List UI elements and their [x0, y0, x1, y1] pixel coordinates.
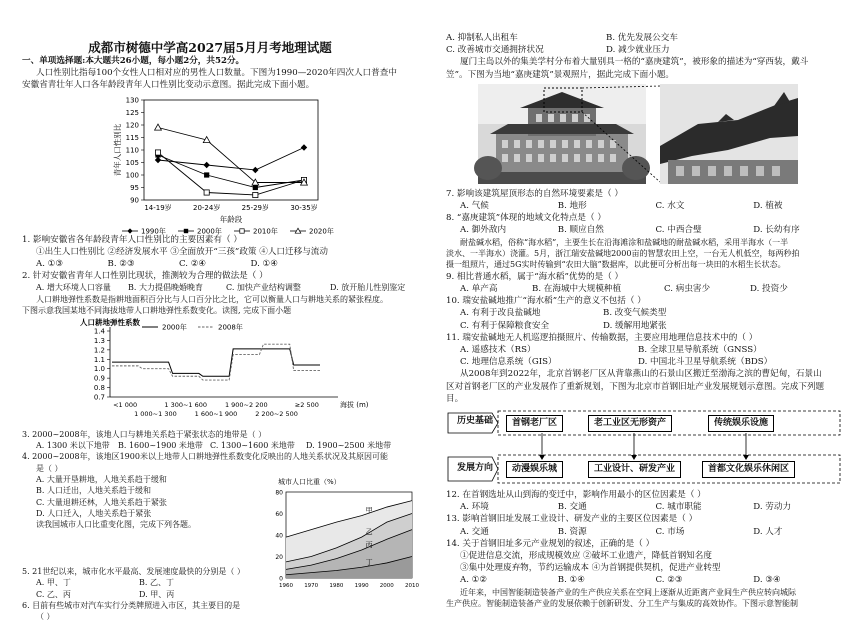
question-stem: 6. 目前有些城市对汽车实行分类牌照进入市区，其主要目的是: [22, 601, 241, 611]
question-stem: 11. 瑞安盐碱地无人机巡逻拍摄照片、传输数据，主要应用地理信息技术中的（ ）: [446, 332, 758, 343]
option[interactable]: B. 顺应自然: [557, 225, 604, 236]
data-point: [155, 156, 161, 162]
question-options: [22, 440, 432, 451]
option[interactable]: C. 市场: [655, 526, 685, 537]
intro-text: 人口耕地弹性系数是指耕地面积百分比与人口百分比之比，它可以衡量人口与耕地关系的紧张程度。: [36, 294, 388, 304]
question-stem-cont: 是（ ）: [36, 463, 63, 473]
legend-label: 2020年: [309, 227, 334, 236]
x-tick-label: 1 600~1 900: [194, 409, 238, 418]
y-tick-label: 105: [125, 158, 139, 167]
option[interactable]: C. 病虫害少: [664, 283, 711, 294]
y-tick-label: 1.1: [93, 355, 105, 364]
intro-text: 淡水、一半海水）浇灌。5月，浙江瑞安盐碱地2000亩的智慧农田上空，一台无人机低空，每两秒拍: [446, 248, 800, 258]
option[interactable]: A. 有利于改良盐碱地: [460, 308, 541, 319]
x-tick-label: 2 200~2 500: [255, 409, 298, 418]
y-tick-label: 125: [125, 108, 139, 117]
question-options: [22, 589, 242, 600]
option[interactable]: B. 交通: [557, 502, 587, 513]
data-point: [204, 172, 209, 177]
option[interactable]: C. 地理信息系统（GIS）: [460, 357, 557, 368]
question-stem: 4. 2000~2008年，该地区1900米以上地带人口耕地弹性系数变化反映出的人地关系状况及其原因可能: [22, 452, 388, 462]
option[interactable]: B. 资源: [557, 526, 587, 537]
building-illustration: [478, 84, 798, 184]
box-old-factory: 首钢老厂区: [506, 415, 563, 432]
y-tick-label: 60: [275, 510, 283, 518]
y-tick-label: 115: [125, 133, 139, 142]
option[interactable]: D. ③④: [753, 575, 781, 586]
option[interactable]: A. ①②: [460, 575, 488, 586]
x-tick-label: 1980: [329, 582, 344, 589]
chart-title: 人口耕地弹性系数: [80, 317, 140, 327]
series-label: 丁: [365, 558, 373, 567]
intro-text: 目。: [446, 393, 464, 404]
label-history: 历史基础: [457, 415, 494, 426]
box-entertainment-facilities: 传统娱乐设施: [708, 415, 774, 432]
x-tick-label: 1 000~1 300: [134, 409, 177, 418]
plot-frame: [144, 100, 318, 200]
legend-marker: [240, 228, 244, 232]
question-options: [446, 574, 851, 586]
y-tick-label: 1.0: [93, 364, 105, 373]
question-options: [446, 32, 766, 44]
y-tick-label: 40: [275, 532, 283, 540]
question-options: [446, 44, 766, 56]
option[interactable]: A. 环境: [460, 502, 489, 513]
left-column: [22, 55, 432, 623]
y-tick-label: 0.8: [93, 383, 105, 392]
option[interactable]: C. 加快产业结构调整: [226, 283, 301, 293]
option[interactable]: A. 遥感技术（RS）: [460, 344, 536, 355]
series-label: 甲: [365, 506, 373, 515]
intro-text: 笠”。下图为当地“嘉庚建筑”景观照片，据此完成下面小题。: [446, 69, 675, 80]
x-tick-label: <1 000: [113, 400, 138, 409]
series-label: 丙: [365, 540, 373, 549]
option[interactable]: A. 御外敌内: [460, 225, 507, 236]
intro-text: 从2008年到2022年，北京首钢老厂区从背靠燕山的石景山区搬迁至渤海之滨的曹妃甸，石景山: [460, 369, 822, 380]
question-stem: 5. 21世纪以来，城市化水平最高、发展速度最快的分别是（ ）: [22, 566, 245, 576]
option[interactable]: C. ②③: [655, 575, 683, 586]
legend-label: 2008年: [218, 323, 243, 331]
option[interactable]: A. 单产高: [460, 283, 498, 294]
y-tick-label: 90: [130, 196, 139, 205]
y-tick-label: 95: [130, 183, 139, 192]
series-line-2020年: [158, 127, 304, 182]
y-tick-label: 80: [275, 489, 283, 497]
section-heading: 一、单项选择题:本大题共26小题，每小题2分，共52分。: [22, 56, 245, 66]
y-tick-label: 110: [125, 146, 139, 155]
option[interactable]: C. 水文: [655, 201, 685, 212]
intro-text: 厦门主岛以外的集美学村分布着大量别具一格的“嘉庚建筑”，被形象的描述为“穿西装，戴斗: [460, 57, 809, 68]
option[interactable]: A. ①③: [36, 259, 64, 270]
y-tick-label: 0.7: [93, 393, 105, 401]
series-line-2000年: [112, 348, 320, 375]
option[interactable]: D. 甲、丙: [139, 589, 175, 599]
question-options: [446, 224, 851, 236]
option[interactable]: A. 1300 米以下地带: [36, 440, 110, 450]
option[interactable]: D. 长幼有序: [753, 225, 800, 236]
x-axis-label: 年龄段: [219, 214, 243, 224]
x-tick-label: 1 300~1 600: [164, 400, 208, 409]
question-stem: 7. 影响该建筑屋顶形态的自然环境要素是（ ）: [446, 188, 623, 199]
option[interactable]: B. 优先发展公交车: [606, 33, 678, 43]
x-tick-label: 30-35岁: [290, 203, 318, 212]
legend-marker: [184, 228, 188, 232]
legend-label: 2010年: [253, 227, 278, 236]
option[interactable]: D. 1900~2500 米地带: [306, 440, 392, 450]
option[interactable]: B. 1600~1900 米地带: [118, 440, 203, 450]
sex-ratio-chart: [22, 92, 432, 234]
elasticity-chart: [22, 317, 432, 429]
x-tick-label: 14-19岁: [144, 203, 172, 212]
option[interactable]: B. ①④: [557, 575, 585, 586]
option[interactable]: C. 城市职能: [655, 502, 702, 513]
question-options: [22, 258, 322, 270]
question-stem: 13. 影响首钢旧址发展工业设计、研发产业的主要区位因素是（ ）: [446, 514, 698, 525]
box-leisure-zone: 首都文化娱乐休闲区: [702, 461, 795, 478]
y-tick-label: 100: [125, 171, 139, 180]
option[interactable]: D. 植被: [753, 201, 783, 212]
question-stem: 1. 影响安徽省各年龄段青年人口性别比的主要因素有（ ）: [22, 234, 242, 245]
x-tick-label: 1970: [304, 582, 319, 589]
box-anime-city: 动漫娱乐城: [506, 461, 563, 478]
question-stem: 14. 关于首钢旧址多元产业规划的叙述，正确的是（ ）: [446, 538, 655, 549]
option[interactable]: D. 投资少: [750, 283, 788, 294]
question-stem: 9. 相比普通水稻，属于“海水稻”优势的是（ ）: [446, 271, 624, 282]
y-tick-label: 120: [125, 121, 139, 130]
y-tick-label: 1.4: [93, 327, 105, 335]
x-tick-label: 1960: [279, 582, 293, 589]
option[interactable]: D. ①④: [250, 259, 278, 270]
series-line-1990年: [158, 147, 304, 170]
label-direction: 发展方向: [457, 462, 494, 473]
option[interactable]: B. 人口迁出，人地关系趋于缓和: [36, 486, 151, 496]
option[interactable]: A. 抑制私人出租车: [446, 33, 518, 43]
option[interactable]: B. 乙、丁: [139, 578, 174, 588]
option[interactable]: A. 甲、丁: [36, 578, 71, 588]
option[interactable]: A. 增大环境人口容量: [36, 283, 111, 293]
data-point: [155, 150, 160, 155]
option[interactable]: D. 人口迁入，人地关系趋于紧张: [36, 509, 152, 519]
question-items: ①出生人口性别比 ②经济发展水平 ③全面放开“三孩”政策 ④人口迁移与流动: [36, 246, 328, 257]
option[interactable]: A. 交通: [460, 526, 489, 537]
y-tick-label: 1.3: [93, 336, 105, 345]
question-options: [446, 200, 851, 212]
option[interactable]: C. 1300~1600 米地带: [210, 440, 295, 450]
urban-population-chart: [270, 474, 420, 594]
data-point: [252, 166, 258, 172]
question-stem: 12. 在首钢选址从山到海的变迁中，影响作用最小的区位因素是（ ）: [446, 489, 706, 500]
legend-label: 1990年: [141, 227, 166, 236]
intro-text: 生产供应。智能制造装备产业的发展依赖于创新研发、分工生产与集成的高效协作。下图示意智能制: [446, 598, 798, 608]
intro-text: 下图示意我国某地不同海拔地带人口耕地弹性系数变化。读图, 完成下面小题: [22, 306, 292, 316]
x-tick-label: 25-29岁: [241, 203, 270, 212]
option[interactable]: C. 乙、丙: [36, 589, 71, 599]
legend-label: 2000年: [162, 323, 187, 331]
y-tick-label: 130: [125, 96, 139, 105]
shougang-plan-diagram: [446, 409, 851, 485]
option[interactable]: B. 地形: [557, 201, 587, 212]
right-column: [446, 32, 851, 609]
legend-label: 2000年: [197, 227, 222, 236]
intro-text: 安徽省青壮年人口各年龄段青年人口性别比变动示意图。据此完成下面小题。: [22, 80, 315, 91]
x-tick-label: 2010: [405, 582, 419, 589]
intro-text: 近年来，中国智能制造装备产业的生产供应关系在空间上逐渐从近距离产业间生产供应转向城际: [460, 587, 796, 597]
option[interactable]: B. 改变气候类型: [603, 308, 667, 319]
option[interactable]: D. 劳动力: [753, 502, 792, 513]
x-tick-label: 1990: [354, 582, 369, 589]
option[interactable]: D. 缓解用地紧张: [603, 320, 667, 331]
x-tick-label: 2000: [379, 582, 394, 589]
option[interactable]: C. ②④: [179, 259, 207, 270]
y-tick-label: 0: [279, 575, 283, 583]
data-point: [253, 185, 258, 190]
question-stem: 2. 针对安徽省青年人口性别比现状，推测较为合理的做法是（ ）: [22, 271, 268, 282]
option[interactable]: B. 全球卫星导航系统（GNSS）: [638, 344, 762, 355]
question-options: [22, 577, 242, 588]
intro-text: 区对首钢老厂区的产业发展作了重新规划，下图为北京市首钢旧址产业发展规划示意图。完成下列题: [446, 381, 825, 392]
question-options: [22, 282, 432, 293]
question-options: [446, 283, 851, 295]
question-stem-cont: （ ）: [36, 612, 55, 622]
box-industrial-design: 工业设计、研发产业: [588, 461, 681, 478]
question-items: ①促进信息交流，形成规模效应 ②破坏工业遗产，降低首钢知名度: [460, 550, 712, 561]
option[interactable]: C. 有利于保障粮食安全: [460, 320, 550, 331]
y-axis-label: 青年人口性别比: [113, 123, 122, 176]
y-tick-label: 20: [275, 553, 283, 561]
option[interactable]: B. ②③: [107, 259, 135, 270]
question-options: [446, 344, 816, 356]
option[interactable]: C. 大量退耕还林，人地关系趋于紧张: [36, 497, 167, 507]
question-stem: 3. 2000~2008年，该地人口与耕地关系趋于紧张状态的地带是（ ）: [22, 429, 267, 439]
x-axis-label: 海拔 (m): [340, 400, 369, 409]
building-photo: [446, 84, 851, 184]
option[interactable]: D. 放开胎儿性别鉴定: [330, 283, 406, 293]
question-options: [446, 320, 746, 332]
option[interactable]: A. 气候: [460, 201, 489, 212]
data-point: [253, 192, 258, 197]
option[interactable]: C. 改善城市交通拥挤状况: [446, 45, 544, 56]
question-items: ③集中处理废弃物，节约运输成本 ④为首钢提供契机，促进产业转型: [460, 563, 721, 574]
option[interactable]: D. 减少就业压力: [606, 45, 670, 56]
series-label: 乙: [365, 528, 373, 537]
option[interactable]: C. 中西合璧: [655, 225, 702, 236]
y-tick-label: 1.2: [93, 345, 105, 354]
option[interactable]: D. 中国北斗卫星导航系统（BDS）: [638, 357, 773, 368]
question-stem: 8. “嘉庚建筑”体现的地域文化特点是（ ）: [446, 213, 606, 224]
intro-text: 读我国城市人口比重变化图，完成下列各题。: [36, 520, 196, 530]
box-intangible-assets: 老工业区无形资产: [588, 415, 672, 432]
question-options: [446, 526, 851, 538]
data-point: [301, 144, 307, 150]
question-options: [446, 307, 746, 319]
data-point: [155, 124, 162, 130]
question-options: [446, 356, 816, 368]
question-options: [446, 501, 851, 513]
option[interactable]: A. 大量开垦耕地，人地关系趋于缓和: [36, 474, 167, 484]
page-title: 成都市树德中学高2027届5月月考地理试题: [88, 40, 332, 55]
option[interactable]: B. 在海城中大规模种植: [532, 283, 622, 294]
option[interactable]: D. 人才: [753, 526, 783, 537]
x-tick-label: 20-24岁: [192, 203, 221, 212]
y-tick-label: 0.9: [93, 374, 105, 383]
option[interactable]: B. 大力提倡晚婚晚育: [128, 283, 203, 293]
legend-marker: [127, 228, 132, 233]
intro-text: 人口性别比指每100个女性人口相对应的男性人口数量。下图为1990—2020年四次人口普查中: [36, 68, 397, 79]
data-point: [204, 190, 209, 195]
x-tick-label: 1 900~2 200: [224, 400, 268, 409]
series-line-2010年: [158, 152, 304, 195]
x-tick-label: ≥2 500: [294, 400, 319, 409]
intro-text: 摄一组照片，通过5G实时传输到“农田大脑”数据库，以此便可分析出每一块田的水稻生长状态。: [446, 260, 786, 270]
data-point: [203, 161, 209, 167]
question-stem: 10. 瑞安盐碱地推广“海水稻”生产的意义不包括（ ）: [446, 296, 646, 307]
chart-title: 城市人口比重（%）: [278, 477, 341, 486]
intro-text: 耐盐碱水稻，俗称“海水稻”，主要生长在沿海滩涂和盐碱地的耐盐碱水稻，采用半海水（一半: [460, 237, 789, 247]
